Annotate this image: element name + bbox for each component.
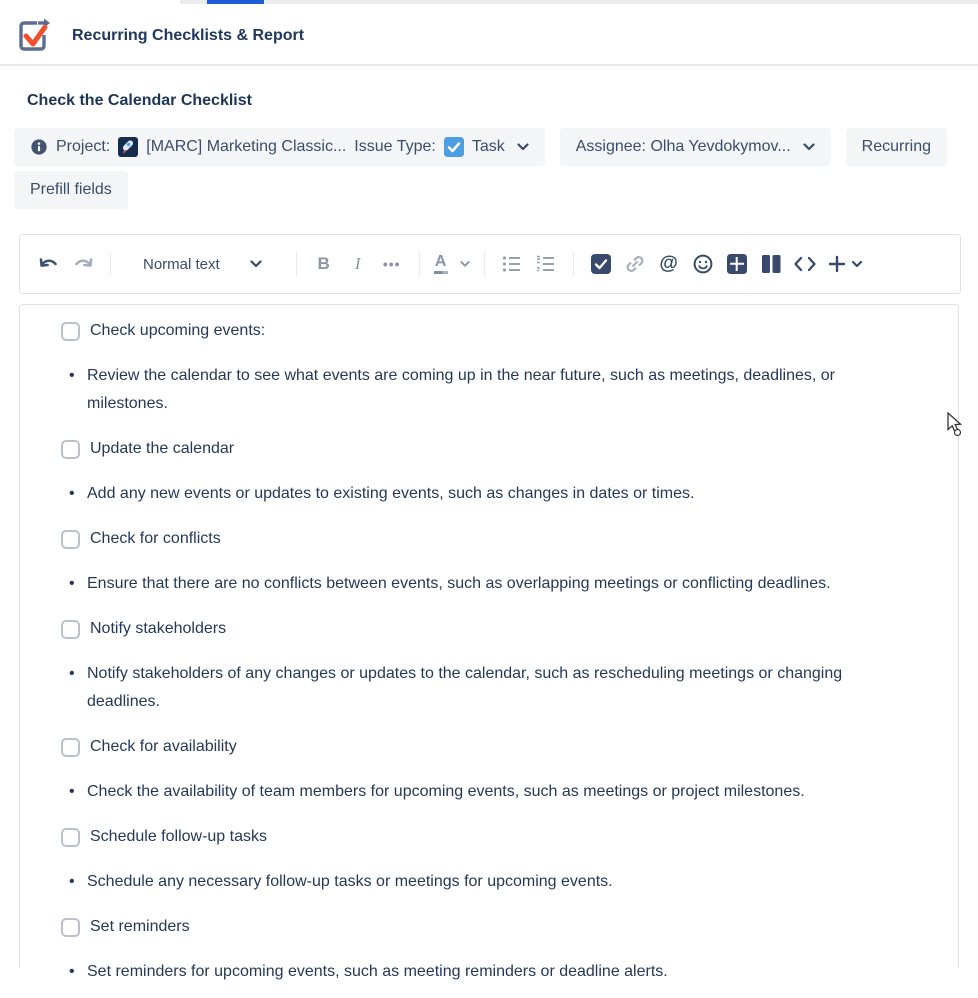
task-list-button[interactable] <box>584 248 618 280</box>
bold-button[interactable] <box>307 248 341 280</box>
assignee-chip[interactable] <box>560 128 831 166</box>
bullet-item: • Check the availability of team members for upcoming events, such as meetings or project milestones. <box>61 778 912 806</box>
issue-type-value: Task <box>471 138 505 155</box>
task-item <box>61 733 912 761</box>
code-icon <box>793 256 817 272</box>
toolbar-separator <box>573 251 574 277</box>
undo-button[interactable] <box>32 248 66 280</box>
link-button[interactable] <box>618 248 652 280</box>
bullet-item: • Schedule any necessary follow-up tasks or meetings for upcoming events. <box>61 868 912 896</box>
numbered-list-button[interactable] <box>529 248 563 280</box>
text-color-icon: A <box>434 255 448 274</box>
task-checkbox[interactable] <box>61 322 80 341</box>
chevron-down-icon <box>803 143 815 151</box>
task-label: Notify stakeholders <box>90 620 227 637</box>
task-label: Schedule follow-up tasks <box>90 828 267 845</box>
task-checkbox-icon <box>591 254 611 274</box>
project-value: [MARC] Marketing Classic... <box>146 138 347 155</box>
bullet-item: • Set reminders for upcoming events, such as meeting reminders or deadline alerts. <box>61 958 912 986</box>
toolbar-separator <box>110 251 111 277</box>
bullet-item: • Review the calendar to see what events are coming up in the near future, such as meetings, deadlines, or milestones. <box>61 362 912 418</box>
editor-toolbar <box>19 234 961 294</box>
bullet-item: • Ensure that there are no conflicts between events, such as overlapping meetings or conflicting deadlines. <box>61 570 912 598</box>
columns-icon <box>761 254 781 274</box>
task-item <box>61 823 912 851</box>
checklist-editor[interactable] <box>19 304 959 980</box>
bold-label: B <box>317 254 330 273</box>
active-tab-indicator <box>207 0 264 4</box>
task-item <box>61 435 912 463</box>
redo-icon <box>72 255 94 273</box>
more-formatting-icon: ••• <box>382 256 401 272</box>
task-checkbox[interactable] <box>61 620 80 639</box>
more-formatting-button[interactable] <box>375 248 409 280</box>
recurring-label: Recurring <box>861 138 932 155</box>
text-color-button[interactable] <box>430 252 474 274</box>
task-item <box>61 317 912 345</box>
assignee-value: Assignee: Olha Yevdokymov... <box>575 138 791 155</box>
task-type-icon <box>444 137 464 157</box>
project-avatar-rocket-icon <box>118 137 138 157</box>
text-style-select[interactable] <box>121 248 272 280</box>
task-checkbox[interactable] <box>61 530 80 549</box>
table-button[interactable] <box>720 248 754 280</box>
browser-top-strip <box>180 0 978 4</box>
task-label: Check upcoming events: <box>90 322 266 339</box>
page-title: Recurring Checklists & Report <box>72 27 305 44</box>
task-item <box>61 913 912 941</box>
task-checkbox[interactable] <box>61 440 80 459</box>
code-block-button[interactable] <box>788 248 822 280</box>
prefill-fields-label: Prefill fields <box>30 181 112 198</box>
filter-chips-row <box>14 128 978 166</box>
task-checkbox[interactable] <box>61 738 80 757</box>
link-icon <box>624 254 646 274</box>
task-label: Check for availability <box>90 738 237 755</box>
numbered-list-icon <box>536 255 556 273</box>
task-label: Check for conflicts <box>90 530 221 547</box>
task-checkbox[interactable] <box>61 918 80 937</box>
project-label: Project: <box>56 138 111 155</box>
chevron-down-icon <box>517 143 529 151</box>
insert-more-button[interactable] <box>822 248 870 280</box>
filter-chips-row-2 <box>14 171 978 209</box>
bullet-item: • Add any new events or updates to existing events, such as changes in dates or times. <box>61 480 912 508</box>
toolbar-separator <box>419 251 420 277</box>
issue-type-label: Issue Type: <box>354 138 436 155</box>
app-header <box>0 0 978 66</box>
bullet-item: • Notify stakeholders of any changes or updates to the calendar, such as rescheduling meetings or changing deadlines. <box>61 660 912 716</box>
task-checkbox[interactable] <box>61 828 80 847</box>
redo-button[interactable] <box>66 248 100 280</box>
project-issue-type-chip[interactable] <box>14 128 545 166</box>
table-icon <box>727 254 747 274</box>
bullet-list-icon <box>502 255 522 273</box>
info-icon <box>30 138 48 156</box>
italic-label: I <box>354 254 361 273</box>
toolbar-separator <box>296 251 297 277</box>
prefill-fields-button[interactable] <box>14 171 128 209</box>
undo-icon <box>38 255 60 273</box>
recurring-button[interactable] <box>846 128 947 166</box>
task-item <box>61 615 912 643</box>
toolbar-separator <box>484 251 485 277</box>
chevron-down-icon <box>460 260 470 268</box>
checklist-title: Check the Calendar Checklist <box>27 92 252 109</box>
task-label: Set reminders <box>90 918 190 935</box>
task-label: Update the calendar <box>90 440 235 457</box>
task-item <box>61 525 912 553</box>
text-style-value: Normal text <box>143 255 220 273</box>
mention-button[interactable] <box>652 248 686 280</box>
italic-button[interactable] <box>341 248 375 280</box>
app-logo-icon <box>14 16 54 56</box>
emoji-icon <box>693 254 713 274</box>
plus-icon <box>827 255 865 273</box>
mention-icon: @ <box>659 253 678 274</box>
layout-columns-button[interactable] <box>754 248 788 280</box>
bullet-list-button[interactable] <box>495 248 529 280</box>
emoji-button[interactable] <box>686 248 720 280</box>
chevron-down-icon <box>250 260 262 268</box>
